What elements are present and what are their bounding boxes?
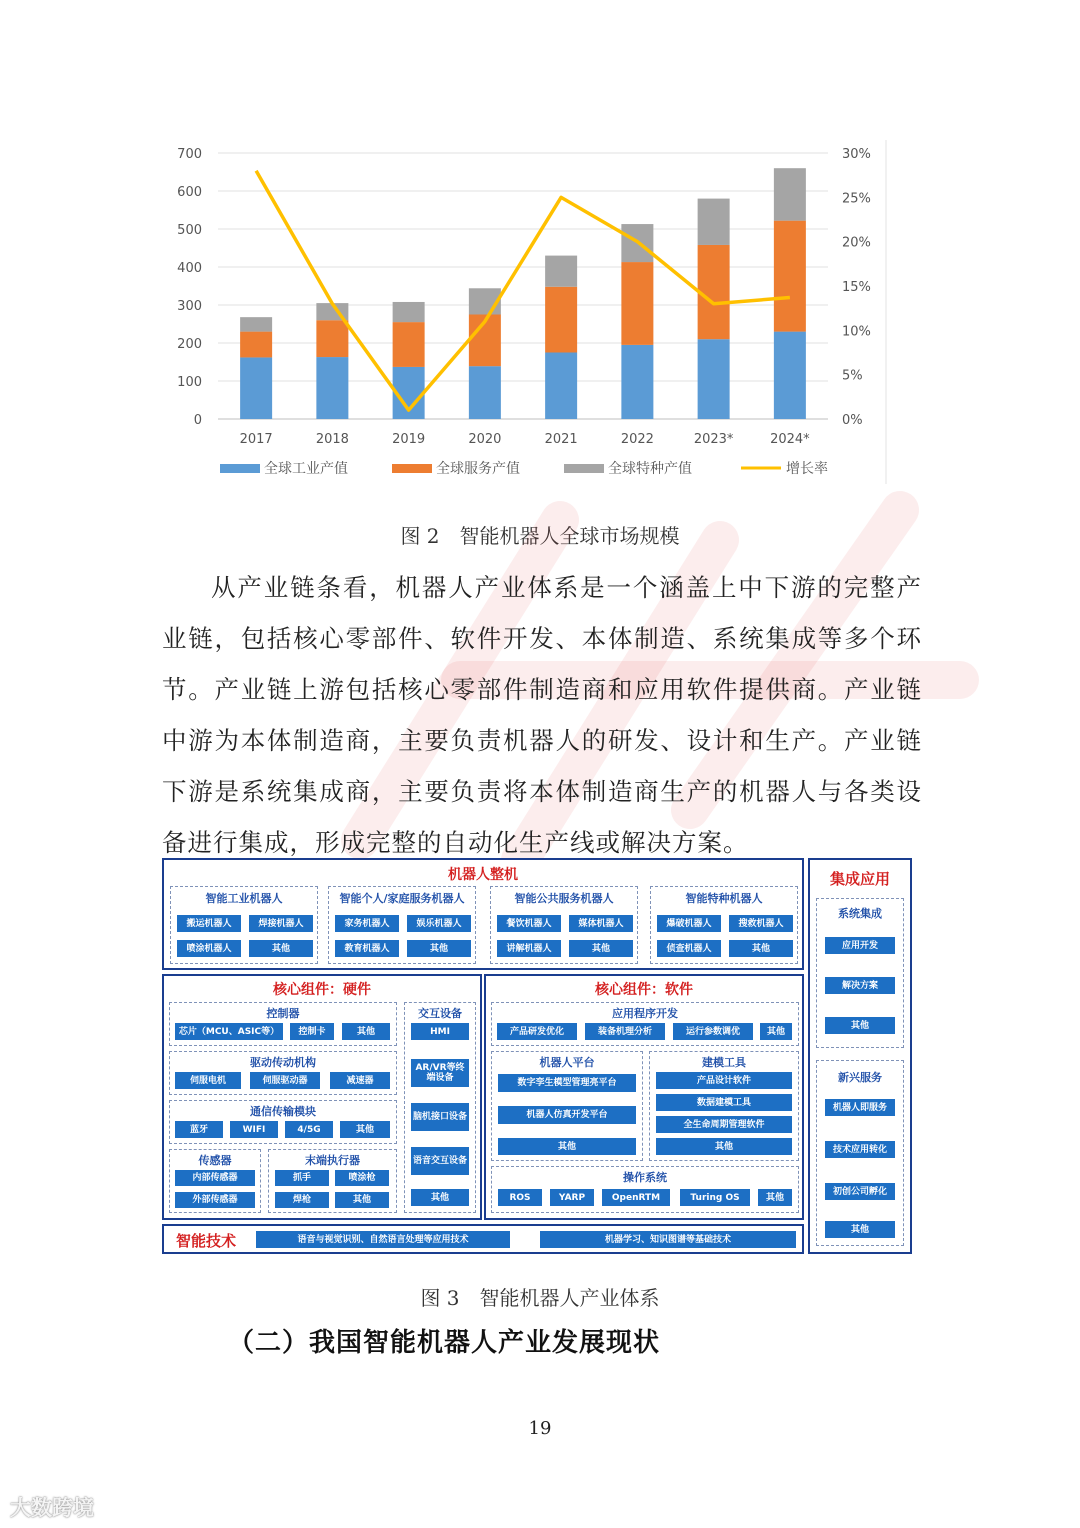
group-title: 传感器 — [198, 1154, 232, 1167]
interaction-group — [404, 1002, 476, 1213]
robot-item: 其他 — [407, 940, 471, 957]
hw-item: WIFI — [230, 1121, 278, 1138]
legend-label: 全球特种产值 — [608, 461, 692, 477]
software-title: 核心组件：软件 — [595, 982, 693, 998]
int-item: 机器人即服务 — [825, 1099, 895, 1116]
y2-tick-label: 20% — [842, 235, 871, 251]
y-tick-label: 600 — [177, 185, 202, 200]
x-tick-label: 2020 — [468, 432, 502, 447]
hw-item: 其他 — [342, 1023, 390, 1040]
int-item: 应用开发 — [825, 937, 895, 954]
hw-item: 脑机接口设备 — [411, 1103, 469, 1131]
software-panel — [484, 974, 804, 1220]
hw-item: 语音交互设备 — [411, 1147, 469, 1175]
bar-segment — [240, 317, 272, 331]
robot-item: 搜救机器人 — [729, 915, 793, 932]
group-title: 操作系统 — [623, 1171, 667, 1184]
legend-swatch — [220, 464, 260, 473]
bar-segment — [698, 339, 730, 419]
group-title: 新兴服务 — [838, 1071, 882, 1084]
hw-item: 减速器 — [330, 1072, 390, 1089]
group-title: 控制器 — [266, 1007, 300, 1020]
bar-segment — [316, 357, 348, 419]
y2-tick-label: 0% — [842, 413, 863, 428]
hw-item: 其他 — [335, 1192, 389, 1208]
x-tick-label: 2018 — [315, 432, 349, 447]
figure3-caption: 图 3 智能机器人产业体系 — [420, 1286, 660, 1310]
bar-segment — [545, 353, 577, 420]
hardware-panel — [162, 974, 482, 1220]
sw-item: 产品设计软件 — [656, 1072, 792, 1089]
robot-item: 喷涂机器人 — [177, 940, 241, 957]
integration-title: 集成应用 — [829, 870, 890, 888]
sw-item: Turing OS — [680, 1189, 750, 1206]
robot-item: 餐饮机器人 — [497, 915, 561, 932]
group-title: 智能工业机器人 — [205, 892, 283, 905]
group-title: 末端执行器 — [305, 1154, 360, 1167]
robot-item: 娱乐机器人 — [407, 915, 471, 932]
robot-whole-panel — [162, 858, 804, 970]
robot-item: 焊接机器人 — [249, 915, 313, 932]
hw-item: 伺服驱动器 — [250, 1072, 320, 1089]
bar-segment — [240, 357, 272, 419]
robot-item: 其他 — [249, 940, 313, 957]
comm-group — [169, 1100, 397, 1144]
os-group — [491, 1166, 799, 1213]
hw-item: 内部传感器 — [175, 1170, 255, 1186]
group-title: 机器人平台 — [539, 1056, 595, 1069]
hw-item: 蓝牙 — [175, 1121, 223, 1138]
ai-tech-title: 智能技术 — [176, 1232, 237, 1250]
market-size-chart-svg — [160, 138, 890, 488]
bar-segment — [774, 221, 806, 332]
x-tick-label: 2024* — [770, 432, 810, 447]
legend-label: 增长率 — [786, 461, 828, 477]
hw-item: 其他 — [411, 1189, 469, 1206]
hw-item: AR/VR等终端设备 — [411, 1059, 469, 1087]
controller-group — [169, 1002, 397, 1046]
bar-segment — [545, 256, 577, 287]
x-tick-label: 2021 — [544, 432, 578, 447]
y-tick-label: 500 — [177, 223, 202, 238]
sw-item: OpenRTM — [602, 1189, 670, 1206]
industrial-robot-group — [170, 886, 318, 964]
system-integration-group — [816, 898, 904, 1048]
x-tick-label: 2017 — [239, 432, 273, 447]
bar-segment — [774, 168, 806, 220]
robot-whole-title: 机器人整机 — [448, 867, 518, 883]
y2-tick-label: 25% — [842, 191, 871, 207]
sensor-group — [169, 1149, 261, 1213]
ai-tech-panel — [162, 1224, 804, 1254]
robot-item: 媒体机器人 — [569, 915, 633, 932]
sw-item: 运行参数调优 — [673, 1023, 753, 1040]
sw-item: 产品研发优化 — [497, 1023, 577, 1040]
robot-item: 家务机器人 — [335, 915, 399, 932]
app-dev-group — [491, 1002, 799, 1046]
robot-item: 教育机器人 — [335, 940, 399, 957]
y2-tick-label: 15% — [842, 280, 871, 295]
figure2-caption: 图 2 智能机器人全球市场规模 — [400, 524, 680, 548]
robot-item: 爆破机器人 — [657, 915, 721, 932]
industry-system-diagram — [162, 858, 914, 1256]
drive-group — [169, 1051, 397, 1095]
effector-group — [268, 1149, 397, 1213]
y-tick-label: 300 — [177, 299, 202, 314]
int-item: 其他 — [825, 1221, 895, 1238]
group-title: 驱动传动机构 — [250, 1056, 316, 1069]
robot-item: 搬运机器人 — [177, 915, 241, 932]
y2-tick-label: 30% — [842, 147, 871, 162]
int-item: 初创公司孵化 — [825, 1183, 895, 1200]
legend-swatch — [392, 464, 432, 473]
ai-tech-item: 机器学习、知识图谱等基础技术 — [540, 1231, 796, 1248]
int-item: 解决方案 — [825, 977, 895, 994]
body-paragraph: 从产业链条看，机器人产业体系是一个涵盖上中下游的完整产业链，包括核心零部件、软件开发、本体制造、系统集成等多个环节。产业链上游包括核心零部件制造商和应用软件提供商。产业链中游为本体制造商，主要负责机器人的研发、设计和生产。产业链下游是系统集成商，主要负责将本体制造商生产的机器人与各类设备进行集成，形成完整的自动化生产线或解决方案。 — [162, 573, 922, 857]
y-tick-label: 0 — [193, 413, 202, 428]
sw-item: ROS — [498, 1189, 542, 1206]
bar-segment — [698, 245, 730, 339]
hw-item: HMI — [411, 1023, 469, 1040]
sw-item: 其他 — [498, 1138, 636, 1155]
hw-item: 喷涂枪 — [335, 1170, 389, 1186]
hw-item: 伺服电机 — [175, 1072, 241, 1089]
sw-item: 机器人仿真开发平台 — [498, 1106, 636, 1124]
y-tick-label: 200 — [177, 337, 202, 352]
hw-item: 其他 — [340, 1121, 390, 1138]
public-robot-group — [490, 886, 638, 964]
bar-segment — [774, 332, 806, 419]
watermark-logo: 大数跨境 — [10, 1496, 94, 1520]
bar-segment — [545, 287, 577, 353]
special-robot-group — [650, 886, 798, 964]
ai-tech-item: 语音与视觉识别、自然语言处理等应用技术 — [256, 1231, 510, 1248]
sw-item: 全生命周期管理软件 — [656, 1116, 792, 1133]
hw-item: 抓手 — [275, 1170, 329, 1186]
bar-segment — [393, 302, 425, 322]
bar-segment — [469, 366, 501, 419]
group-title: 系统集成 — [838, 907, 882, 920]
modeling-group — [649, 1051, 799, 1161]
page-number: 19 — [528, 1418, 552, 1439]
bar-segment — [621, 262, 653, 345]
y2-tick-label: 5% — [842, 368, 863, 384]
int-item: 技术应用转化 — [825, 1141, 895, 1158]
hardware-title: 核心组件：硬件 — [273, 982, 371, 998]
hw-item: 4/5G — [285, 1121, 333, 1138]
x-tick-label: 2019 — [392, 432, 426, 447]
y-tick-label: 100 — [177, 375, 202, 390]
y-tick-label: 400 — [177, 261, 202, 276]
sw-item: 其他 — [656, 1138, 792, 1155]
bar-segment — [240, 332, 272, 358]
x-tick-label: 2023* — [693, 432, 734, 447]
group-title: 应用程序开发 — [612, 1007, 678, 1020]
bar-segment — [698, 199, 730, 245]
market-size-chart — [160, 138, 890, 488]
bar-segment — [621, 345, 653, 419]
emerging-service-group — [816, 1060, 904, 1246]
platform-group — [491, 1051, 643, 1161]
y-tick-label: 700 — [177, 147, 202, 162]
sw-item: YARP — [550, 1189, 594, 1206]
sw-item: 数字孪生模型管理亮平台 — [498, 1074, 636, 1092]
y2-tick-label: 10% — [842, 324, 871, 340]
hw-item: 芯片（MCU、ASIC等） — [175, 1023, 283, 1040]
int-item: 其他 — [825, 1017, 895, 1034]
hw-item: 控制卡 — [290, 1023, 334, 1040]
sw-item: 装备机理分析 — [585, 1023, 665, 1040]
x-tick-label: 2022 — [620, 432, 654, 447]
legend-label: 全球服务产值 — [436, 461, 520, 477]
sw-item: 其他 — [758, 1189, 792, 1206]
integration-panel — [808, 858, 912, 1254]
bar-segment — [316, 320, 348, 357]
section-heading: （二）我国智能机器人产业发展现状 — [228, 1328, 661, 1358]
robot-item: 其他 — [729, 940, 793, 957]
bar-segment — [393, 322, 425, 367]
personal-robot-group — [328, 886, 476, 964]
legend-label: 全球工业产值 — [264, 461, 348, 477]
group-title: 交互设备 — [418, 1007, 462, 1020]
sw-item: 其他 — [760, 1023, 792, 1040]
robot-item: 其他 — [569, 940, 633, 957]
sw-item: 数据建模工具 — [656, 1094, 792, 1111]
robot-item: 侦查机器人 — [657, 940, 721, 957]
group-title: 智能个人/家庭服务机器人 — [339, 892, 465, 905]
hw-item: 外部传感器 — [175, 1192, 255, 1208]
group-title: 智能公共服务机器人 — [514, 892, 614, 905]
group-title: 通信传输模块 — [250, 1105, 316, 1118]
group-title: 建模工具 — [702, 1056, 746, 1069]
legend-swatch — [564, 464, 604, 473]
robot-item: 讲解机器人 — [497, 940, 561, 957]
group-title: 智能特种机器人 — [685, 892, 763, 905]
hw-item: 焊枪 — [275, 1192, 329, 1208]
